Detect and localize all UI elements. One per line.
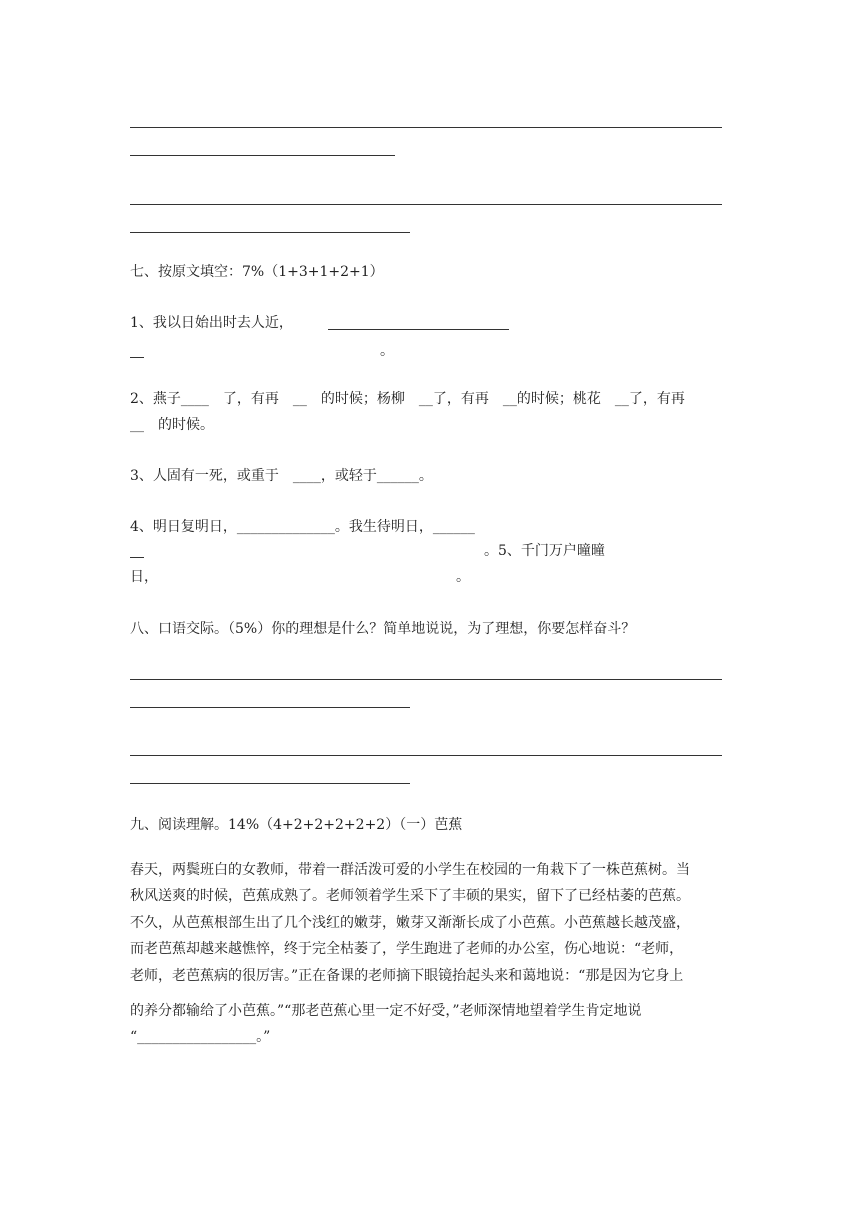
passage-line: 不久，从芭蕉根部生出了几个浅红的嫩芽，嫩芽又渐渐长成了小芭蕉。小芭蕉越长越茂盛， [130, 915, 690, 931]
passage-line: 而老芭蕉却越来越憔悴，终于完全枯萎了，学生跑进了老师的办公室，伤心地说：“老师， [130, 941, 684, 957]
question-2-line-2: __ 的时候。 [130, 417, 214, 433]
answer-blank [328, 329, 509, 330]
answer-line [130, 155, 395, 156]
question-2-line-1: 2、燕子____ 了，有再 __ 的时候；杨柳 __了，有再 __的时候；桃花 __了，有再 [130, 391, 685, 407]
question-5-end: 。 [456, 569, 470, 585]
question-3: 3、人固有一死，或重于 ____，或轻于______。 [130, 468, 433, 484]
answer-line [130, 232, 410, 233]
answer-line [130, 755, 722, 756]
section-9-title: 九、阅读理解。14%（4+2+2+2+2+2）（一）芭蕉 [130, 817, 463, 833]
answer-line [130, 204, 722, 205]
section-8-title: 八、口语交际。（5%）你的理想是什么？简单地说说，为了理想，你要怎样奋斗？ [130, 621, 636, 637]
passage-line: 春天，两鬓班白的女教师，带着一群活泼可爱的小学生在校园的一角栽下了一株芭蕉树。当 [130, 862, 690, 878]
question-1: 1、我以日始出时去人近， [130, 315, 293, 331]
question-4-line-1: 4、明日复明日，______________。我生待明日，______ [130, 519, 475, 535]
answer-line [130, 707, 410, 708]
answer-line [130, 783, 410, 784]
passage-line: 老师，老芭蕉病的很厉害。”正在备课的老师摘下眼镜抬起头来和蔼地说：“那是因为它身上 [130, 968, 684, 984]
question-4-line-2-end: 。5、千门万户曈曈 [484, 543, 605, 559]
passage-line: “_________________。” [130, 1029, 271, 1045]
question-1-end: 。 [380, 343, 394, 359]
question-5-start: 日， [130, 569, 158, 585]
passage-line: 的养分都输给了小芭蕉。”“那老芭蕉心里一定不好受，”老师深情地望着学生肯定地说 [130, 1003, 642, 1019]
answer-blank [130, 357, 144, 358]
answer-blank [130, 557, 144, 558]
answer-line [130, 679, 722, 680]
passage-line: 秋风送爽的时候，芭蕉成熟了。老师领着学生采下了丰硕的果实，留下了已经枯萎的芭蕉。 [130, 888, 690, 904]
answer-line [130, 127, 722, 128]
section-7-title: 七、按原文填空：7%（1+3+1+2+1） [130, 264, 384, 280]
